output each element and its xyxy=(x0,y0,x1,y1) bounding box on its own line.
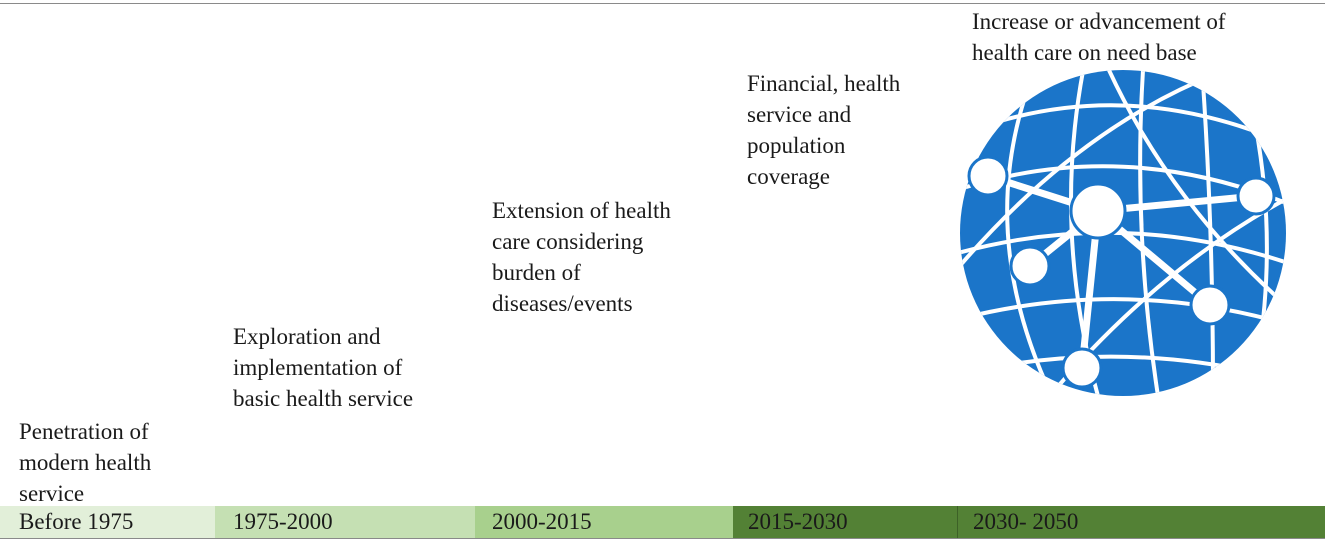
stage-description-2000-2015: Extension of health care considering burden of diseases/events xyxy=(492,198,671,316)
bottom-divider xyxy=(0,538,1325,539)
top-divider xyxy=(0,3,1325,4)
period-2030-2050: 2030- 2050 xyxy=(957,506,1325,538)
period-2015-2030: 2015-2030 xyxy=(733,506,957,538)
stage-description-2015-2030: Financial, health service and population coverage xyxy=(747,71,901,189)
timeline-bar xyxy=(0,506,1325,538)
stage-description-before-1975: Penetration of modern health service xyxy=(19,419,152,506)
period-1975-2000: 1975-2000 xyxy=(215,506,475,538)
period-2000-2015: 2000-2015 xyxy=(475,506,733,538)
stage-description-1975-2000: Exploration and implementation of basic health service xyxy=(233,324,414,411)
stage-description-2030-2050: Increase or advancement of health care on need base xyxy=(972,9,1226,65)
network-globe-icon xyxy=(958,68,1288,398)
period-before-1975: Before 1975 xyxy=(0,506,215,538)
